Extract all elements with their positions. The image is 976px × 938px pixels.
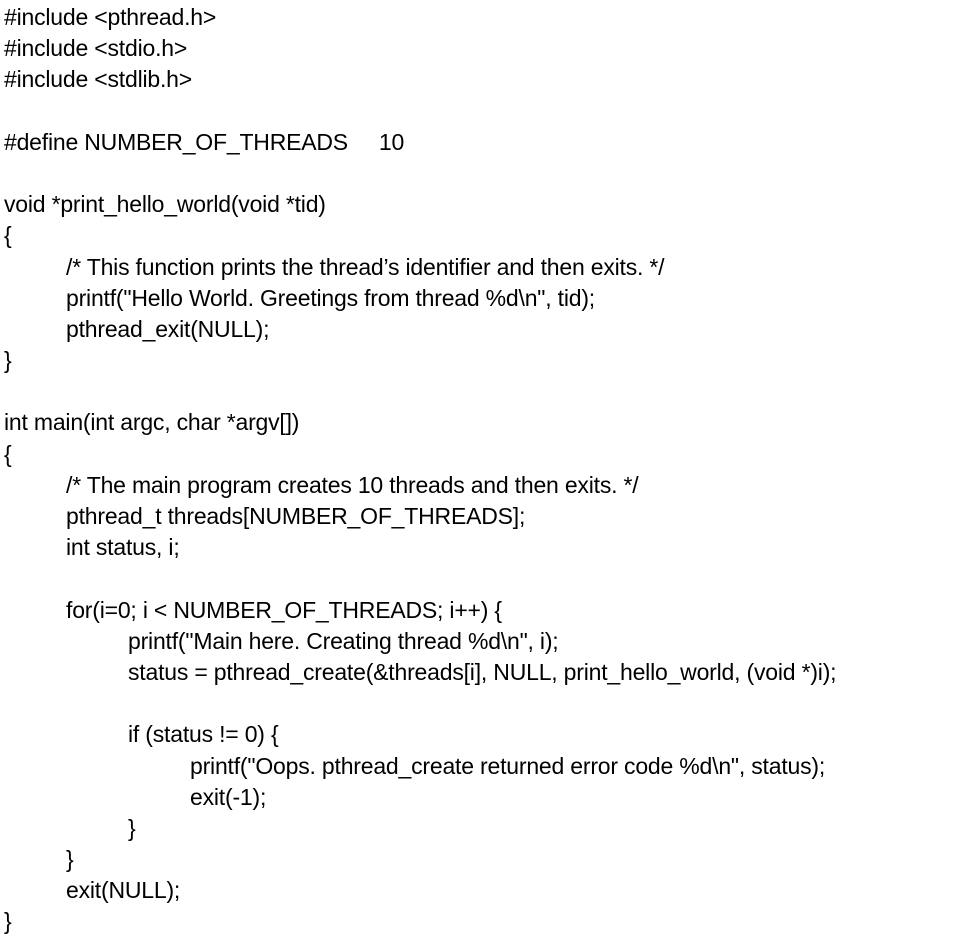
code-line [4, 376, 974, 407]
code-line: #include <stdlib.h> [4, 66, 193, 93]
code-line: { [4, 222, 12, 249]
code-line: /* This function prints the thread’s identifier and then exits. */ [66, 253, 665, 280]
code-line: printf("Hello World. Greetings from thread %d\n", tid); [66, 284, 595, 311]
code-line: pthread_exit(NULL); [66, 315, 270, 342]
code-line: printf("Oops. pthread_create returned error code %d\n", status); [190, 752, 826, 779]
code-line: #include <stdio.h> [4, 35, 188, 62]
code-line: if (status != 0) { [128, 721, 279, 748]
code-line: for(i=0; i < NUMBER_OF_THREADS; i++) { [66, 596, 502, 623]
code-line: #include <pthread.h> [4, 4, 217, 30]
code-line: } [4, 908, 12, 935]
code-line: exit(NULL); [66, 877, 181, 904]
code-line [4, 158, 974, 189]
code-line: int main(int argc, char *argv[]) [4, 409, 300, 436]
code-line: } [4, 347, 12, 374]
code-line [4, 96, 974, 127]
code-line: status = pthread_create(&threads[i], NULL, print_hello_world, (void *)i); [128, 658, 837, 685]
code-line: pthread_t threads[NUMBER_OF_THREADS]; [66, 503, 526, 529]
code-listing [4, 2, 974, 938]
code-line: void *print_hello_world(void *tid) [4, 191, 326, 218]
code-line: } [128, 814, 136, 841]
code-line: #define NUMBER_OF_THREADS 10 [4, 128, 405, 155]
code-line: exit(-1); [190, 783, 267, 810]
code-line: int status, i; [66, 534, 180, 561]
code-line [4, 688, 974, 719]
code-line [4, 563, 974, 594]
code-line: { [4, 440, 12, 467]
code-line: printf("Main here. Creating thread %d\n", i); [128, 627, 559, 654]
code-line: } [66, 846, 74, 873]
code-line: /* The main program creates 10 threads and then exits. */ [66, 471, 639, 498]
